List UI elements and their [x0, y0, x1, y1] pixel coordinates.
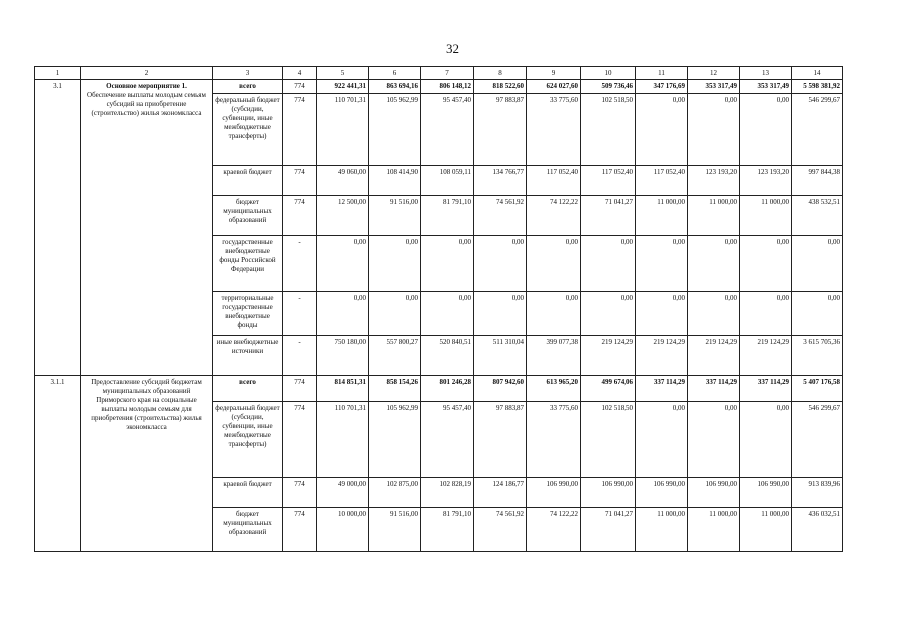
amount-cell: 95 457,40: [421, 94, 474, 166]
amount-cell: 347 176,69: [636, 80, 688, 94]
amount-cell: 117 052,40: [527, 166, 581, 196]
header-cell-6: 6: [369, 67, 421, 80]
amount-cell: 3 615 705,36: [792, 336, 843, 376]
item-title-text: Обеспечение выплаты молодым семьям субсидий на приобретение (строительство) жилья экономкласса: [87, 90, 206, 117]
amount-cell: 97 883,87: [474, 94, 527, 166]
table-body: [35, 67, 843, 552]
amount-cell: 33 775,60: [527, 94, 581, 166]
grbs-code: 774: [283, 196, 317, 236]
funding-source: федеральный бюджет (субсидии, субвенции, иные межбюджетные трансферты): [213, 94, 283, 166]
page-number: 32: [446, 41, 459, 56]
table-row: [35, 80, 843, 94]
amount-cell: 0,00: [636, 236, 688, 292]
amount-cell: 106 990,00: [581, 478, 636, 508]
grbs-code: 774: [283, 94, 317, 166]
amount-cell: 0,00: [369, 292, 421, 336]
amount-cell: 863 694,16: [369, 80, 421, 94]
amount-cell: 11 000,00: [740, 196, 792, 236]
amount-cell: 219 124,29: [581, 336, 636, 376]
budget-table: [34, 66, 843, 552]
funding-source: государственные внебюджетные фонды Российской Федерации: [213, 236, 283, 292]
amount-cell: 613 965,20: [527, 376, 581, 402]
amount-cell: 511 310,04: [474, 336, 527, 376]
amount-cell: 0,00: [421, 292, 474, 336]
amount-cell: 74 122,22: [527, 196, 581, 236]
amount-cell: 814 851,31: [317, 376, 369, 402]
table-row: [35, 376, 843, 402]
item-title: [81, 80, 213, 376]
amount-cell: 102 518,50: [581, 94, 636, 166]
amount-cell: 0,00: [792, 292, 843, 336]
amount-cell: 0,00: [581, 292, 636, 336]
grbs-code: 774: [283, 166, 317, 196]
amount-cell: 0,00: [688, 292, 740, 336]
amount-cell: 105 962,99: [369, 94, 421, 166]
header-cell-14: 14: [792, 67, 843, 80]
amount-cell: 818 522,60: [474, 80, 527, 94]
amount-cell: 0,00: [474, 236, 527, 292]
amount-cell: 117 052,40: [581, 166, 636, 196]
amount-cell: 750 180,00: [317, 336, 369, 376]
amount-cell: 0,00: [636, 94, 688, 166]
amount-cell: 108 414,90: [369, 166, 421, 196]
amount-cell: 0,00: [317, 236, 369, 292]
amount-cell: 117 052,40: [636, 166, 688, 196]
amount-cell: 0,00: [581, 236, 636, 292]
amount-cell: 499 674,06: [581, 376, 636, 402]
amount-cell: 124 186,77: [474, 478, 527, 508]
amount-cell: 219 124,29: [740, 336, 792, 376]
amount-cell: 74 122,22: [527, 508, 581, 552]
amount-cell: 913 839,96: [792, 478, 843, 508]
amount-cell: 110 701,31: [317, 402, 369, 478]
amount-cell: 102 875,00: [369, 478, 421, 508]
amount-cell: 353 317,49: [688, 80, 740, 94]
amount-cell: 11 000,00: [688, 508, 740, 552]
item-title-text: Предоставление субсидий бюджетам муниципальных образований Приморского края на социальные выплаты молодым семьям для приобретения (строительства) жилья экономкласса: [91, 378, 202, 431]
amount-cell: 0,00: [740, 236, 792, 292]
funding-source: краевой бюджет: [213, 478, 283, 508]
amount-cell: 0,00: [688, 236, 740, 292]
amount-cell: 0,00: [369, 236, 421, 292]
amount-cell: 102 828,19: [421, 478, 474, 508]
funding-source: иные внебюджетные источники: [213, 336, 283, 376]
amount-cell: 557 800,27: [369, 336, 421, 376]
amount-cell: 102 518,50: [581, 402, 636, 478]
funding-source: федеральный бюджет (субсидии, субвенции, иные межбюджетные трансферты): [213, 402, 283, 478]
amount-cell: 858 154,26: [369, 376, 421, 402]
header-cell-13: 13: [740, 67, 792, 80]
amount-cell: 81 791,10: [421, 508, 474, 552]
amount-cell: 0,00: [740, 94, 792, 166]
amount-cell: 0,00: [688, 94, 740, 166]
item-code: 3.1: [35, 80, 81, 376]
amount-cell: 0,00: [421, 236, 474, 292]
amount-cell: 11 000,00: [740, 508, 792, 552]
amount-cell: 11 000,00: [636, 196, 688, 236]
funding-source: краевой бюджет: [213, 166, 283, 196]
amount-cell: 106 990,00: [688, 478, 740, 508]
amount-cell: 10 000,00: [317, 508, 369, 552]
amount-cell: 74 561,92: [474, 196, 527, 236]
grbs-code: -: [283, 236, 317, 292]
amount-cell: 11 000,00: [636, 508, 688, 552]
header-cell-12: 12: [688, 67, 740, 80]
amount-cell: 97 883,87: [474, 402, 527, 478]
amount-cell: 546 299,67: [792, 94, 843, 166]
header-cell-7: 7: [421, 67, 474, 80]
amount-cell: 134 766,77: [474, 166, 527, 196]
amount-cell: 95 457,40: [421, 402, 474, 478]
amount-cell: 0,00: [317, 292, 369, 336]
grbs-code: 774: [283, 508, 317, 552]
amount-cell: 123 193,20: [740, 166, 792, 196]
grbs-code: 774: [283, 402, 317, 478]
amount-cell: 110 701,31: [317, 94, 369, 166]
amount-cell: 108 059,11: [421, 166, 474, 196]
amount-cell: 0,00: [636, 402, 688, 478]
grbs-code: 774: [283, 376, 317, 402]
grbs-code: 774: [283, 478, 317, 508]
amount-cell: 123 193,20: [688, 166, 740, 196]
funding-source: территориальные государственные внебюджетные фонды: [213, 292, 283, 336]
item-title-bold: Основное мероприятие 1.: [106, 82, 187, 90]
header-cell-1: 1: [35, 67, 81, 80]
header-cell-9: 9: [527, 67, 581, 80]
amount-cell: 337 114,29: [636, 376, 688, 402]
amount-cell: 219 124,29: [688, 336, 740, 376]
amount-cell: 0,00: [474, 292, 527, 336]
header-cell-8: 8: [474, 67, 527, 80]
grbs-code: 774: [283, 80, 317, 94]
amount-cell: 11 000,00: [688, 196, 740, 236]
amount-cell: 106 990,00: [636, 478, 688, 508]
amount-cell: 5 407 176,58: [792, 376, 843, 402]
amount-cell: 0,00: [527, 292, 581, 336]
amount-cell: 806 148,12: [421, 80, 474, 94]
amount-cell: 74 561,92: [474, 508, 527, 552]
header-cell-4: 4: [283, 67, 317, 80]
amount-cell: 509 736,46: [581, 80, 636, 94]
amount-cell: 81 791,10: [421, 196, 474, 236]
header-cell-3: 3: [213, 67, 283, 80]
amount-cell: 49 060,00: [317, 166, 369, 196]
amount-cell: 105 962,99: [369, 402, 421, 478]
header-row: [35, 67, 843, 80]
amount-cell: 0,00: [740, 292, 792, 336]
header-cell-11: 11: [636, 67, 688, 80]
amount-cell: 5 598 381,92: [792, 80, 843, 94]
funding-source: всего: [213, 80, 283, 94]
amount-cell: 0,00: [527, 236, 581, 292]
header-cell-2: 2: [81, 67, 213, 80]
amount-cell: 0,00: [740, 402, 792, 478]
funding-source: бюджет муниципальных образований: [213, 508, 283, 552]
amount-cell: 546 299,67: [792, 402, 843, 478]
amount-cell: 0,00: [792, 236, 843, 292]
amount-cell: 997 844,38: [792, 166, 843, 196]
amount-cell: 436 032,51: [792, 508, 843, 552]
amount-cell: 807 942,60: [474, 376, 527, 402]
amount-cell: 106 990,00: [527, 478, 581, 508]
amount-cell: 106 990,00: [740, 478, 792, 508]
grbs-code: -: [283, 336, 317, 376]
amount-cell: 0,00: [688, 402, 740, 478]
amount-cell: 438 532,51: [792, 196, 843, 236]
amount-cell: 71 041,27: [581, 508, 636, 552]
amount-cell: 337 114,29: [740, 376, 792, 402]
grbs-code: -: [283, 292, 317, 336]
amount-cell: 33 775,60: [527, 402, 581, 478]
amount-cell: 399 077,38: [527, 336, 581, 376]
header-cell-5: 5: [317, 67, 369, 80]
amount-cell: 91 516,00: [369, 196, 421, 236]
amount-cell: 337 114,29: [688, 376, 740, 402]
amount-cell: 12 500,00: [317, 196, 369, 236]
amount-cell: 0,00: [636, 292, 688, 336]
funding-source: бюджет муниципальных образований: [213, 196, 283, 236]
amount-cell: 219 124,29: [636, 336, 688, 376]
header-cell-10: 10: [581, 67, 636, 80]
item-code: 3.1.1: [35, 376, 81, 552]
amount-cell: 801 246,28: [421, 376, 474, 402]
amount-cell: 91 516,00: [369, 508, 421, 552]
amount-cell: 353 317,49: [740, 80, 792, 94]
amount-cell: 520 840,51: [421, 336, 474, 376]
amount-cell: 71 041,27: [581, 196, 636, 236]
amount-cell: 49 000,00: [317, 478, 369, 508]
funding-source: всего: [213, 376, 283, 402]
item-title: [81, 376, 213, 552]
amount-cell: 922 441,31: [317, 80, 369, 94]
amount-cell: 624 027,60: [527, 80, 581, 94]
